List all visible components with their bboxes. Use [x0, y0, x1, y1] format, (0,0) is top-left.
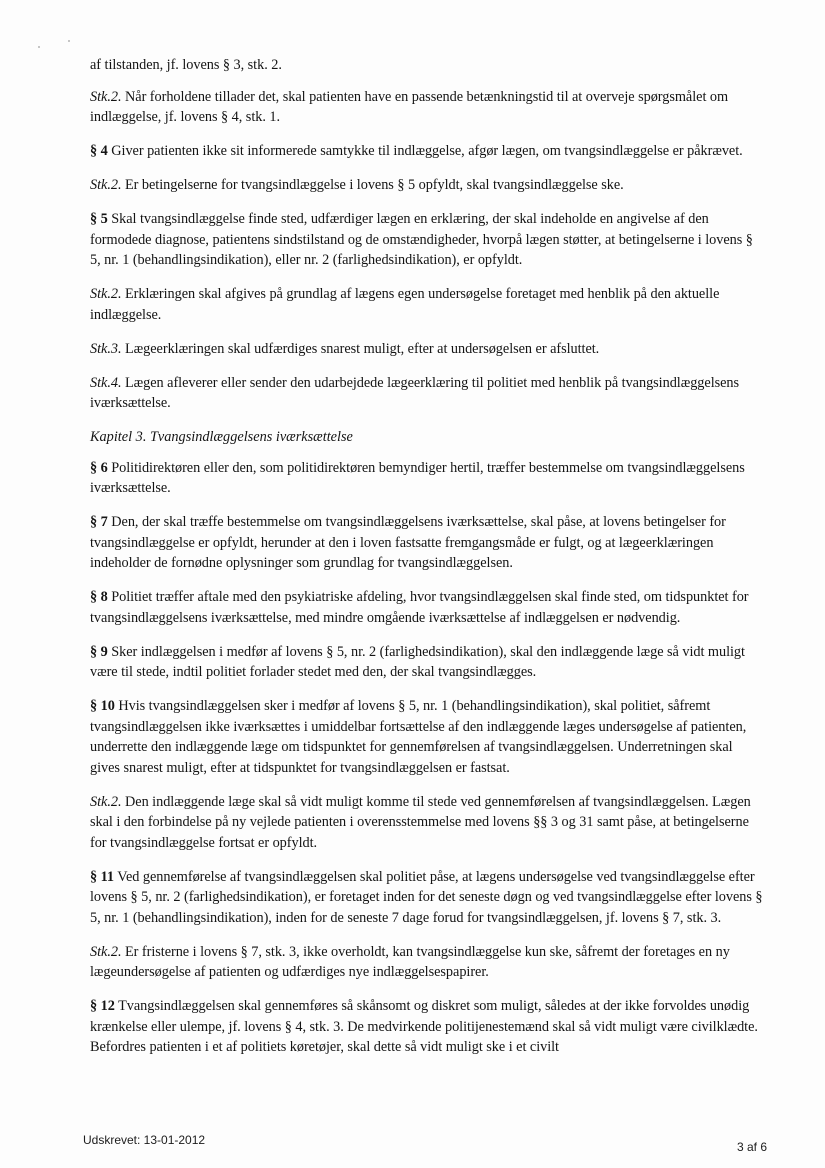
section-number: § 7	[90, 514, 108, 530]
paragraph-text: Den indlæggende læge skal så vidt muligt komme til stede ved gennemførelsen af tvangsindlæggelsen. Lægen skal i den forbindelse på ny vejlede patienten i overensstemmelse med lovens §§ 3 og 31 samt påse, at betingelserne for tvangsindlæggelse fortsat er opfyldt.	[90, 793, 751, 851]
chapter-heading: Kapitel 3. Tvangsindlæggelsens iværksættelse	[90, 429, 353, 445]
paragraph-text: Politidirektøren eller den, som politidirektøren bemyndiger hertil, træffer bestemmelse om tvangsindlæggelsens iværksættelse.	[90, 459, 745, 496]
paragraph-section-9	[90, 642, 765, 683]
paragraph-text: Erklæringen skal afgives på grundlag af lægens egen undersøgelse foretaget med henblik på den aktuelle indlæggelse.	[90, 286, 720, 323]
paragraph-lead: Stk.3.	[90, 340, 122, 357]
document-body	[90, 55, 765, 1071]
paragraph-section-6	[90, 458, 765, 499]
section-number: § 8	[90, 589, 108, 605]
paragraph-lead: Stk.4.	[90, 374, 122, 391]
section-number: § 5	[90, 211, 108, 227]
paragraph-text: Lægen afleverer eller sender den udarbejdede lægeerklæring til politiet med henblik på tvangsindlæggelsens iværksættelse.	[90, 374, 740, 411]
paragraph-section-7	[90, 512, 765, 574]
paragraph-section-11-stk2	[90, 942, 765, 983]
paragraph-lead: Stk.2.	[90, 88, 122, 105]
paragraph-text: Politiet træffer aftale med den psykiatriske afdeling, hvor tvangsindlæggelsen skal finde sted, om tidspunktet for tvangsindlæggelsens iværksættelse, med mindre omgående iværksættelse af indlæggelsen er nødvendig.	[90, 589, 749, 626]
paragraph-text: Giver patienten ikke sit informerede samtykke til indlæggelse, afgør lægen, om tvangsindlæggelse er påkrævet.	[107, 143, 743, 159]
paragraph-text: Skal tvangsindlæggelse finde sted, udfærdiger lægen en erklæring, der skal indeholde en angivelse af den formodede diagnose, patientens sindstilstand og de omstændigheder, hvorpå lægen støtter, at betingelserne i lovens § 5, nr. 1 (behandlingsindikation), eller nr. 2 (farlighedsindikation), er opfyldt.	[90, 211, 753, 268]
paragraph-section-5-stk3	[90, 339, 765, 360]
paragraph-lead: Stk.2.	[90, 943, 122, 960]
printed-date: Udskrevet: 13-01-2012	[83, 1133, 206, 1147]
section-number: § 12	[90, 998, 115, 1014]
paragraph-section-4-stk2	[90, 175, 765, 196]
paragraph-text: Sker indlæggelsen i medfør af lovens § 5, nr. 2 (farlighedsindikation), skal den indlæggende læge så vidt muligt være til stede, indtil politiet forlader stedet med den, der skal tvangsindlægges.	[90, 643, 745, 680]
paragraph-continuation	[90, 55, 765, 76]
paragraph-section-11	[90, 867, 765, 929]
paragraph-section-5-stk4	[90, 373, 765, 414]
paragraph-section-5-stk2	[90, 284, 765, 325]
paragraph-lead: Stk.2.	[90, 177, 122, 193]
section-number: § 10	[90, 698, 115, 714]
paragraph-text: Når forholdene tillader det, skal patienten have en passende betænkningstid til at overveje spørgsmålet om indlæggelse, jf. lovens § 4, stk. 1.	[90, 88, 729, 125]
paragraph-text: Ved gennemførelse af tvangsindlæggelsen skal politiet påse, at lægens undersøgelse ved tvangsindlæggelse efter lovens § 5, nr. 2 (farlighedsindikation), er foretaget inden for det seneste døgn og ved tvangsindlæggelse efter lovens § 5, nr. 1 (behandlingsindikation), inden for de seneste 7 dage forud for tvangsindlæggelsen, jf. lovens § 7, stk. 3.	[90, 868, 763, 926]
paragraph-text: Hvis tvangsindlæggelsen sker i medfør af lovens § 5, nr. 1 (behandlingsindikation), skal politiet, såfremt tvangsindlæggelsen ikke iværksættes i umiddelbar fortsættelse af den indlæggende læges undersøgelse af patienten, underrette den indlæggende læge om tidspunktet for gennemførelsen af tvangsindlæggelsen. Underretningen skal gives snarest muligt, efter at tidspunktet for tvangsindlæggelsen er fastsat.	[90, 698, 747, 776]
paragraph-text: Lægeerklæringen skal udfærdiges snarest muligt, efter at undersøgelsen er afsluttet.	[121, 340, 600, 357]
paragraph-section-12	[90, 996, 765, 1058]
paragraph-lead: Stk.2.	[90, 793, 122, 810]
section-number: § 11	[90, 868, 115, 885]
section-number: § 4	[90, 143, 108, 159]
paragraph-stk2-betaenkningstid	[90, 87, 765, 128]
paragraph-text: Er betingelserne for tvangsindlæggelse i lovens § 5 opfyldt, skal tvangsindlæggelse ske.	[121, 177, 624, 193]
paragraph-text: Er fristerne i lovens § 7, stk. 3, ikke overholdt, kan tvangsindlæggelse kun ske, såfremt der foretages en ny lægeundersøgelse af patienten og udfærdiges nye indlæggelsespapirer.	[90, 943, 730, 980]
paragraph-section-10	[90, 696, 765, 778]
scan-speck	[68, 40, 70, 42]
paragraph-section-10-stk2	[90, 792, 765, 854]
section-number: § 6	[90, 459, 108, 476]
paragraph-lead: Stk.2.	[90, 286, 122, 302]
page-number: 3 af 6	[736, 1140, 767, 1154]
paragraph-section-5	[90, 209, 765, 271]
paragraph-section-8	[90, 587, 765, 628]
paragraph-text: af tilstanden, jf. lovens § 3, stk. 2.	[90, 57, 282, 73]
paragraph-section-4	[90, 141, 765, 162]
paragraph-text: Tvangsindlæggelsen skal gennemføres så skånsomt og diskret som muligt, således at der ikke forvoldes unødig krænkelse eller ulempe, jf. lovens § 4, stk. 3. De medvirkende politijenestemænd skal så vidt muligt være civilklædte. Befordres patienten i et af politiets køretøjer, skal dette så vidt muligt ske i et civilt	[90, 998, 758, 1055]
section-number: § 9	[90, 643, 108, 660]
scan-speck	[38, 46, 40, 48]
paragraph-text: Den, der skal træffe bestemmelse om tvangsindlæggelsens iværksættelse, skal påse, at lovens betingelser for tvangsindlæggelse er opfyldt, herunder at den i loven fastsatte fremgangsmåde er fulgt, og at lægeerklæringen indeholder de fornødne oplysninger som grundlag for tvangsindlæggelsen.	[90, 514, 726, 571]
